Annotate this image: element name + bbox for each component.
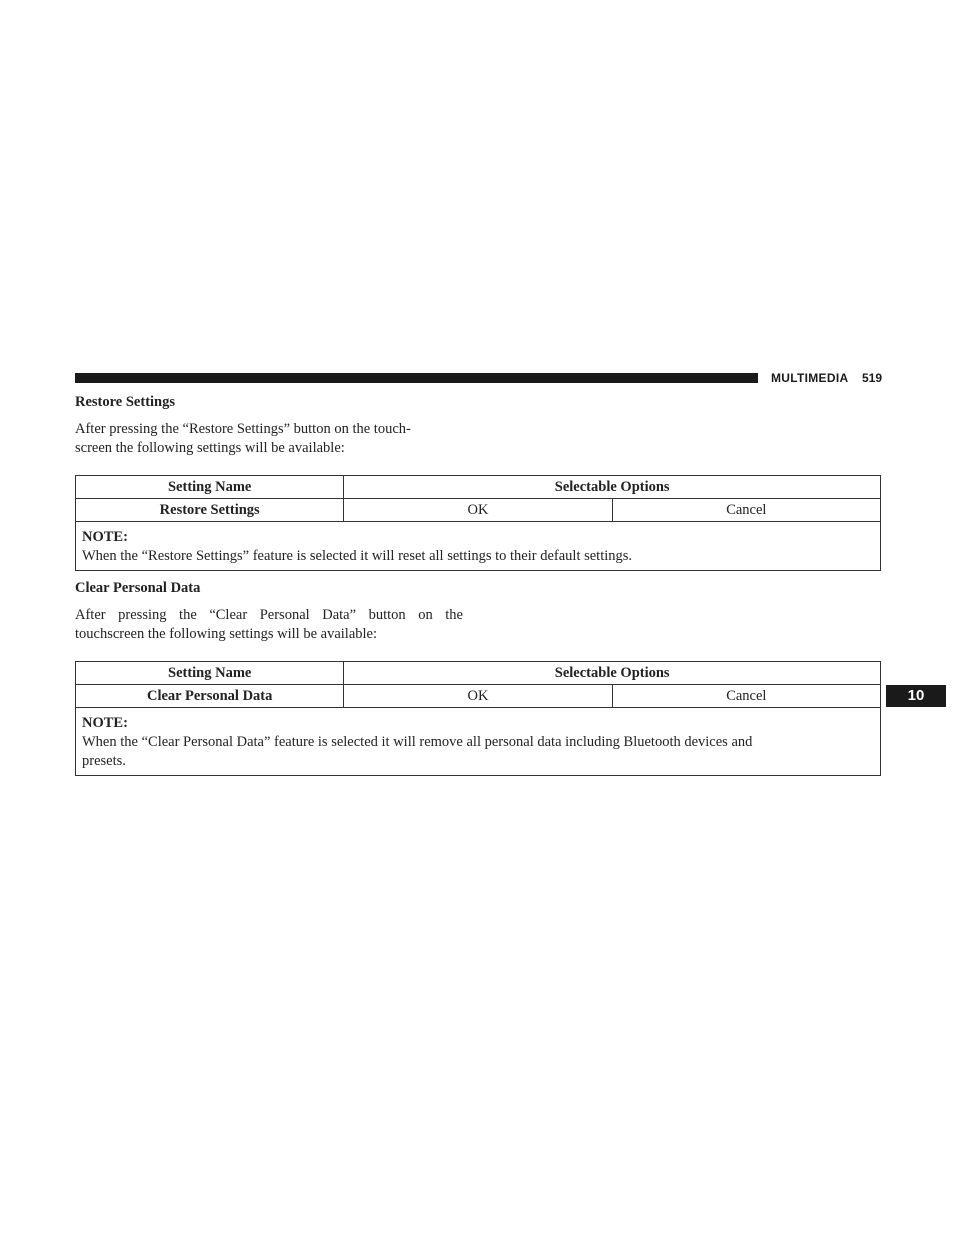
section-title: MULTIMEDIA <box>771 371 849 385</box>
note-row <box>76 708 881 776</box>
setting-name-cell: Clear Personal Data <box>76 685 344 708</box>
option-ok-cell: OK <box>344 499 612 522</box>
clear-personal-data-heading: Clear Personal Data <box>75 580 201 596</box>
intro-line: After pressing the “Clear Personal Data” button on the <box>75 607 463 623</box>
option-cancel-cell: Cancel <box>612 685 880 708</box>
intro-line: screen the following settings will be available: <box>75 440 345 456</box>
restore-settings-intro <box>75 420 475 458</box>
note-text-line: When the “Clear Personal Data” feature is selected it will remove all personal data including Bluetooth devices and <box>82 734 753 750</box>
clear-personal-data-intro <box>75 606 463 644</box>
note-row <box>76 522 881 571</box>
chapter-tab: 10 <box>886 685 946 707</box>
option-cancel-cell: Cancel <box>612 499 880 522</box>
header-rule <box>75 373 758 383</box>
clear-personal-data-table <box>75 661 881 776</box>
table-header-row <box>76 476 881 499</box>
restore-settings-heading: Restore Settings <box>75 394 176 410</box>
note-text-line: presets. <box>82 753 126 769</box>
note-text: When the “Restore Settings” feature is selected it will reset all settings to their default settings. <box>82 548 633 564</box>
setting-name-header: Setting Name <box>76 476 344 499</box>
setting-name-header: Setting Name <box>76 662 344 685</box>
option-ok-cell: OK <box>344 685 612 708</box>
table-header-row <box>76 662 881 685</box>
intro-line: After pressing the “Restore Settings” button on the touch- <box>75 421 411 437</box>
table-row <box>76 499 881 522</box>
table-row <box>76 685 881 708</box>
page-number: 519 <box>862 371 883 385</box>
note-cell <box>76 708 881 776</box>
intro-line: touchscreen the following settings will be available: <box>75 626 378 642</box>
selectable-options-header: Selectable Options <box>344 476 881 499</box>
setting-name-cell: Restore Settings <box>76 499 344 522</box>
note-label: NOTE: <box>82 529 128 545</box>
note-cell <box>76 522 881 571</box>
restore-settings-table <box>75 475 881 571</box>
note-label: NOTE: <box>82 715 128 731</box>
selectable-options-header: Selectable Options <box>344 662 881 685</box>
